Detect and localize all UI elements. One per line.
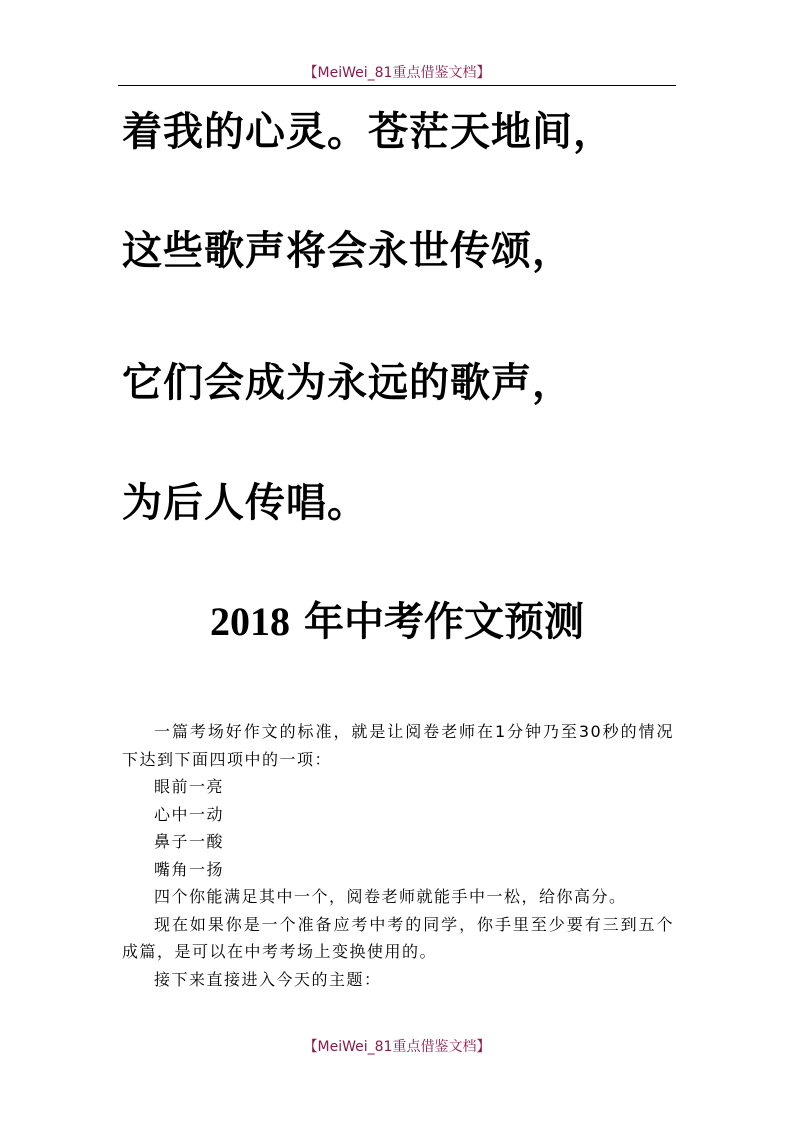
article-body [122,718,674,993]
poem-line-4: 为后人传唱。 [122,480,368,526]
page-title [118,599,676,645]
poem-line-1: 着我的心灵。苍茫天地间， [122,109,614,155]
paragraph-4: 鼻子一酸 [154,832,225,851]
page-footer: 【MeiWei_81重点借鉴文档】 [303,1039,491,1055]
header-divider [118,85,676,86]
title-year: 2018 [210,599,291,644]
paragraph-1: 一篇考场好作文的标准，就是让阅卷老师在1分钟乃至30秒的情况下达到下面四项中的一项： [122,722,674,769]
paragraph-5: 嘴角一扬 [154,859,225,879]
paragraph-8: 接下来直接进入今天的主题： [154,969,382,989]
title-text: 年中考作文预测 [303,599,584,645]
paragraph-3: 心中一动 [154,804,225,824]
paragraph-6: 四个你能满足其中一个，阅卷老师就能手中一松，给你高分。 [154,887,627,906]
poem-line-2: 这些歌声将会永世传颂， [122,228,573,274]
page-header: 【MeiWei_81重点借鉴文档】 [303,65,491,81]
paragraph-7: 现在如果你是一个准备应考中考的同学，你手里至少要有三到五个成篇，是可以在中考考场上变换使用的。 [122,914,674,961]
paragraph-2: 眼前一亮 [154,777,225,796]
poem-line-3: 它们会成为永远的歌声， [122,360,573,406]
